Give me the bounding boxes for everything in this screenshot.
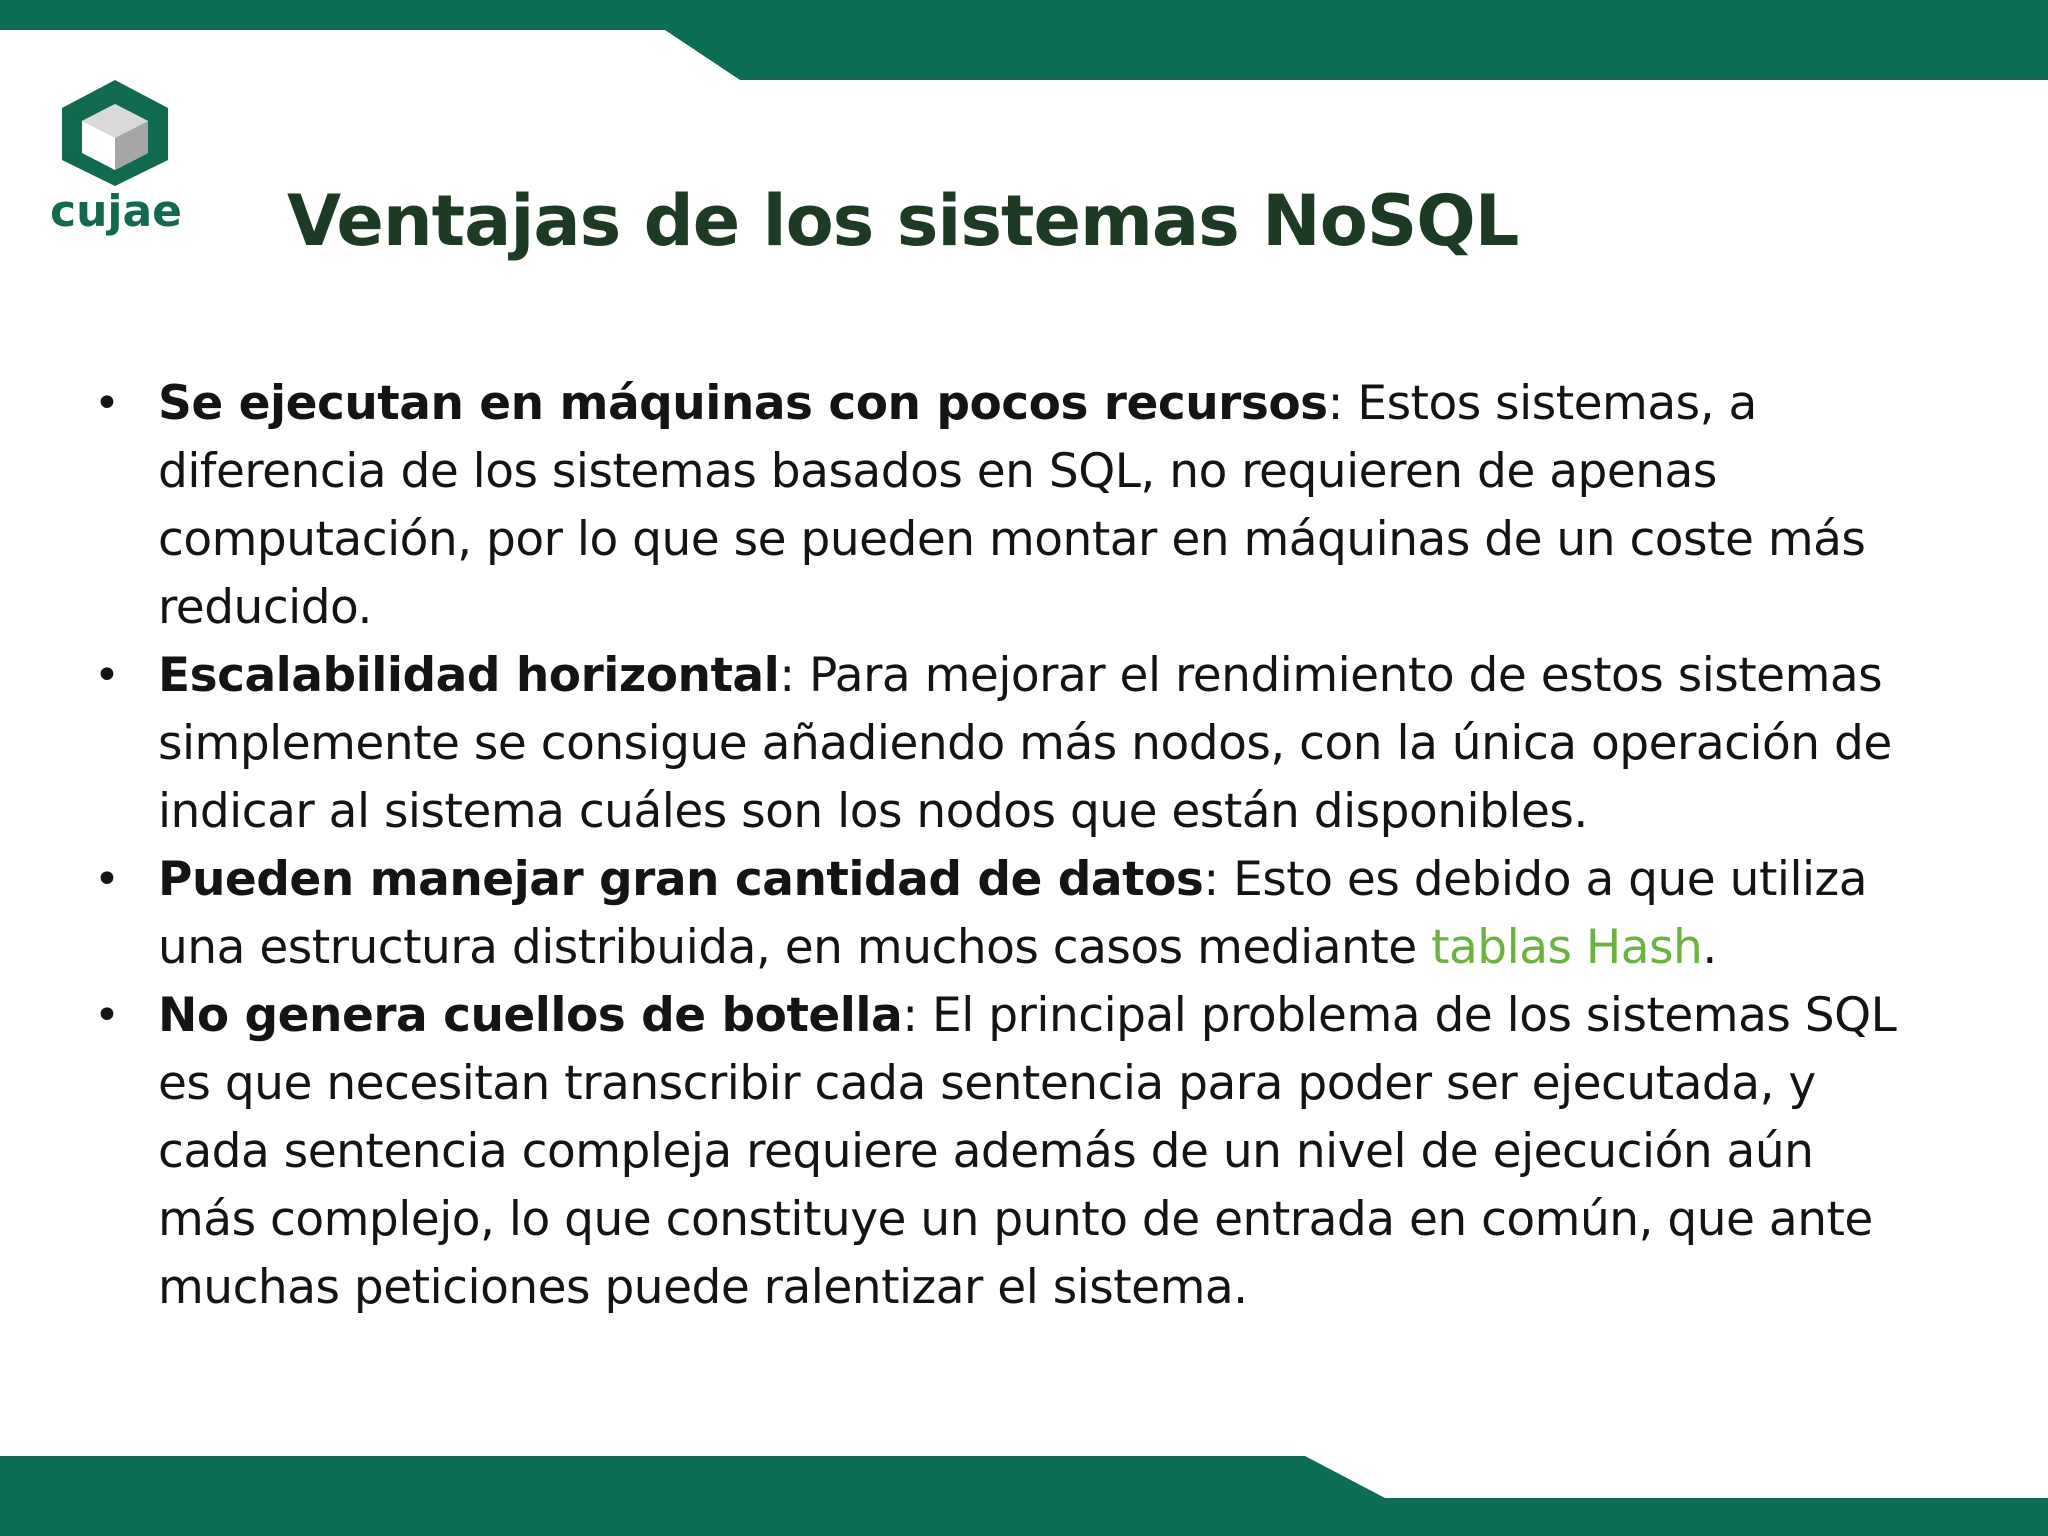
- bullet-text-end: .: [1702, 920, 1717, 975]
- bullet-list: [90, 370, 1910, 1322]
- bullet-marker: •: [94, 990, 120, 1041]
- bullet-marker: •: [94, 378, 120, 429]
- slide-content: [90, 370, 1910, 1322]
- bullet-text: Para mejorar el rendimiento de estos sistemas simplemente se consigue añadiendo más nodos, con la única operación de indicar al sistema cuáles son los nodos que están disponibles.: [158, 648, 1892, 839]
- bullet-separator: :: [779, 648, 810, 703]
- bullet-item: [90, 846, 1910, 982]
- bullet-item: [90, 982, 1910, 1322]
- cujae-logo: [50, 78, 183, 248]
- top-band: [0, 0, 2048, 80]
- bullet-text: Esto es debido a que utiliza una estructura distribuida, en muchos casos mediante: [158, 852, 1868, 975]
- bullet-title: Escalabilidad horizontal: [158, 648, 780, 703]
- bullet-title: Pueden manejar gran cantidad de datos: [158, 852, 1204, 907]
- bullet-text: El principal problema de los sistemas SQL es que necesitan transcribir cada sentencia para poder ser ejecutada, y cada sentencia compleja requiere además de un nivel de ejecución aún más complejo, lo que constituye un punto de entrada en común, que ante muchas peticiones puede ralentizar el sistema.: [158, 988, 1897, 1315]
- slide-title: Ventajas de los sistemas NoSQL: [287, 180, 1519, 262]
- logo-text: cujae: [50, 186, 183, 237]
- bullet-separator: :: [902, 988, 933, 1043]
- bullet-separator: :: [1327, 376, 1358, 431]
- bullet-item: [90, 642, 1910, 846]
- tablas-hash-link[interactable]: tablas Hash: [1431, 920, 1703, 975]
- cube-hexagon-logo-icon: [58, 78, 173, 188]
- bullet-title: Se ejecutan en máquinas con pocos recursos: [158, 376, 1328, 431]
- bullet-item: [90, 370, 1910, 642]
- bottom-band: [0, 1456, 2048, 1536]
- bullet-text: Estos sistemas, a diferencia de los sistemas basados en SQL, no requieren de apenas computación, por lo que se pueden montar en máquinas de un coste más reducido.: [158, 376, 1866, 635]
- bullet-marker: •: [94, 650, 120, 701]
- bullet-title: No genera cuellos de botella: [158, 988, 903, 1043]
- bullet-marker: •: [94, 854, 120, 905]
- bullet-separator: :: [1203, 852, 1234, 907]
